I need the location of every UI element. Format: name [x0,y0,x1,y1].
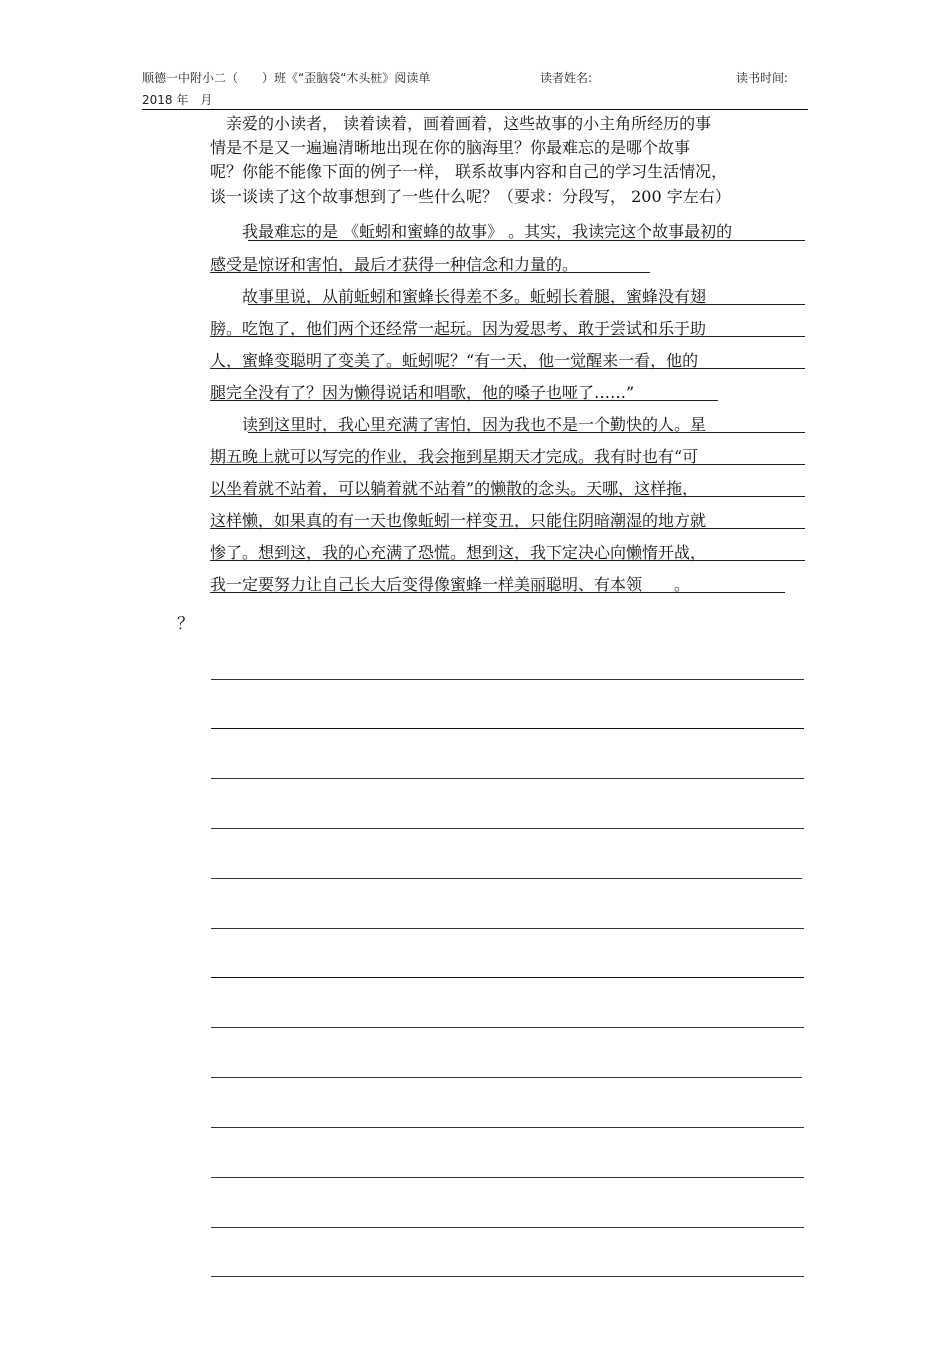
writing-line[interactable] [211,977,804,978]
essay-underline [210,464,805,465]
essay-line: 感受是惊讶和害怕，最后才获得一种信念和力量的。 [210,255,579,274]
essay-underline [210,560,805,561]
writing-line[interactable] [211,928,804,929]
essay-line: 这样懒，如果真的有一天也像蚯蚓一样变丑，只能住阴暗潮湿的地方就 [210,511,707,530]
essay-line: 故事里说，从前蚯蚓和蜜蜂长得差不多。蚯蚓长着腿，蜜蜂没有翅 [210,287,707,306]
essay-line: 读到这里时，我心里充满了害怕，因为我也不是一个勤快的人。星 [210,415,707,434]
writing-line[interactable] [211,679,804,680]
writing-line[interactable] [211,1077,802,1078]
essay-underline [248,240,805,241]
essay-underline [210,368,805,369]
essay-underline [210,336,805,337]
essay-underline [210,528,805,529]
essay-underline [248,432,805,433]
essay-line: 惨了。想到这，我的心充满了恐慌。想到这，我下定决心向懒惰开战， [210,543,707,562]
reading-time-label: 读书时间: [736,71,789,85]
essay-line: 以坐着就不站着，可以躺着就不站着”的懒散的念头。天哪，这样拖， [210,479,699,498]
header-divider [142,109,808,110]
writing-line[interactable] [211,1276,804,1277]
date-label: 2018 年 月 [142,93,213,107]
writing-line[interactable] [211,778,804,779]
essay-underline [210,272,650,273]
essay-line: 腿完全没有了？因为懒得说话和唱歌，他的嗓子也哑了……” [210,383,635,402]
writing-line[interactable] [211,1127,804,1128]
essay-underline [248,304,805,305]
writing-line[interactable] [211,1227,804,1228]
intro-line: 情是不是又一遍遍清晰地出现在你的脑海里？你最难忘的是哪个故事 [210,138,691,157]
writing-line[interactable] [211,1027,804,1028]
intro-line: 呢？你能不能像下面的例子一样， 联系故事内容和自己的学习生活情况， [210,162,728,181]
essay-line: 我一定要努力让自己长大后变得像蜜蜂一样美丽聪明、有本领 。 [210,575,691,594]
essay-line: 我最难忘的是 《蚯蚓和蜜蜂的故事》 。其实，我读完这个故事最初的 [210,222,733,241]
essay-line: 膀。吃饱了，他们两个还经常一起玩。因为爱思考、敢于尝试和乐于助 [210,319,707,338]
essay-underline [210,400,718,401]
worksheet-title: 顺德一中附小二（ ）班《“歪脑袋“木头桩》阅读单 [142,71,431,85]
essay-line: 期五晚上就可以写完的作业，我会拖到星期天才完成。我有时也有“可 [210,447,699,466]
intro-line: 谈一谈读了这个故事想到了一些什么呢？（要求：分段写， 200 字左右） [210,187,731,206]
writing-line[interactable] [211,1177,804,1178]
essay-line: 人，蜜蜂变聪明了变美了。蚯蚓呢？“有一天，他一觉醒来一看，他的 [210,351,699,370]
writing-line[interactable] [211,728,804,729]
essay-underline [210,496,805,497]
reader-name-label: 读者姓名: [540,71,593,85]
intro-line: 亲爱的小读者， 读着读着，画着画着，这些故事的小主角所经历的事 [210,114,712,133]
writing-line[interactable] [211,878,802,879]
essay-underline [210,592,785,593]
writing-line[interactable] [211,828,804,829]
question-mark: ？ [177,614,194,634]
